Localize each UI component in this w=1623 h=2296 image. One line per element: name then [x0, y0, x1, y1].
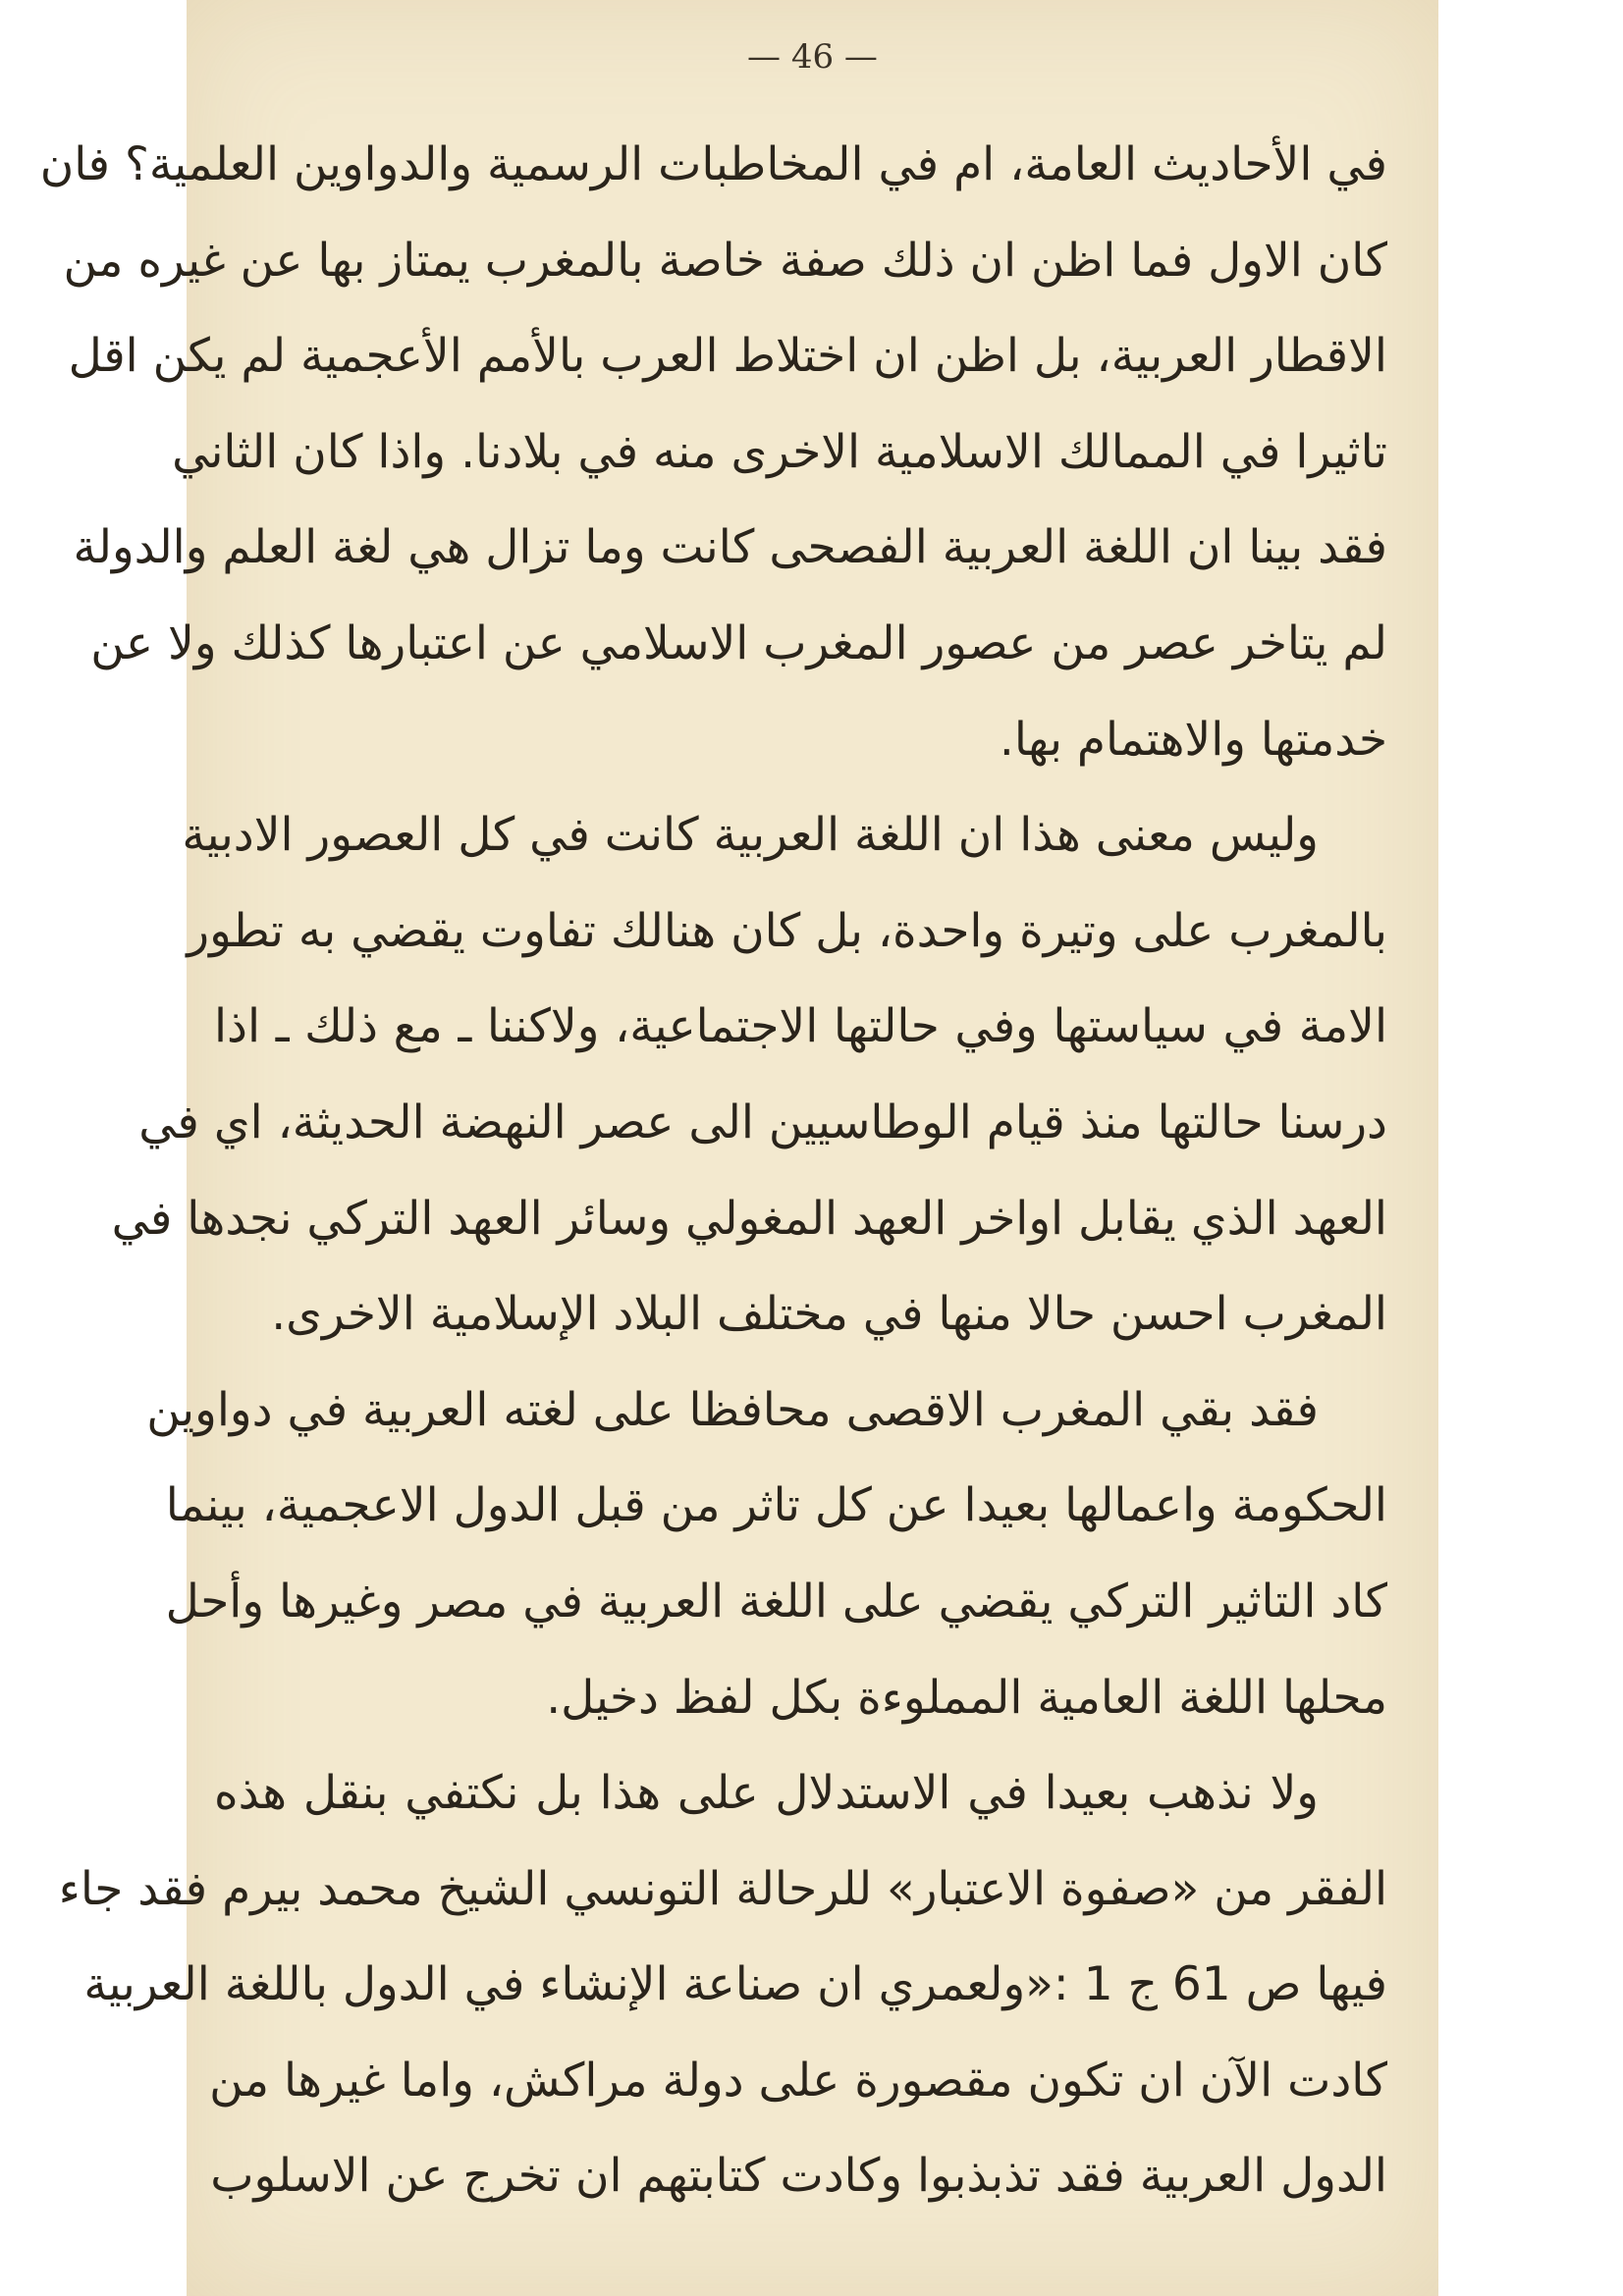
text-line: كاد التاثير التركي يقضي على اللغة العربية في مصر وغيرها وأحل: [165, 1574, 1387, 1629]
text-line: بالمغرب على وتيرة واحدة، بل كان هنالك تفاوت يقضي به تطور: [187, 903, 1387, 958]
text-line: فقد بينا ان اللغة العربية الفصحى كانت وما تزال هي لغة العلم والدولة: [73, 520, 1387, 575]
book-page: [39, 0, 1438, 2296]
text-line: المغرب احسن حالا منها في مختلف البلاد الإسلامية الاخرى.: [271, 1287, 1387, 1342]
text-line: وليس معنى هذا ان اللغة العربية كانت في كل العصور الادبية: [182, 808, 1319, 863]
text-line: تاثيرا في الممالك الاسلامية الاخرى منه في بلادنا. واذا كان الثاني: [172, 424, 1387, 479]
text-line: محلها اللغة العامية المملوءة بكل لفظ دخيل.: [546, 1670, 1387, 1725]
text-line: ولا نذهب بعيدا في الاستدلال على هذا بل نكتفي بنقل هذه: [214, 1766, 1319, 1821]
text-line: الحكومة واعمالها بعيدا عن كل تاثر من قبل الدول الاعجمية، بينما: [165, 1478, 1387, 1533]
text-line: الاقطار العربية، بل اظن ان اختلاط العرب بالأمم الأعجمية لم يكن اقل: [68, 329, 1387, 384]
text-line: كان الاول فما اظن ان ذلك صفة خاصة بالمغرب يمتاز بها عن غيره من: [63, 233, 1387, 288]
page-number: — 46 —: [747, 37, 878, 77]
text-line: الامة في سياستها وفي حالتها الاجتماعية، ولاكننا ـ مع ذلك ـ اذا: [214, 999, 1387, 1054]
text-line: فيها ص 61 ج 1 :«ولعمري ان صناعة الإنشاء في الدول باللغة العربية: [83, 1957, 1387, 2012]
text-line: الفقر من «صفوة الاعتبار» للرحالة التونسي الشيخ محمد بيرم فقد جاء: [58, 1861, 1387, 1916]
text-line: لم يتاخر عصر من عصور المغرب الاسلامي عن اعتبارها كذلك ولا عن: [90, 615, 1387, 670]
text-line: خدمتها والاهتمام بها.: [999, 712, 1387, 767]
text-line: العهد الذي يقابل اواخر العهد المغولي وسائر العهد التركي نجدها في: [111, 1191, 1387, 1246]
text-line: الدول العربية فقد تذبذبوا وكادت كتابتهم ان تخرج عن الاسلوب: [210, 2149, 1387, 2204]
text-line: درسنا حالتها منذ قيام الوطاسيين الى عصر النهضة الحديثة، اي في: [138, 1095, 1387, 1149]
text-line: كادت الآن ان تكون مقصورة على دولة مراكش، واما غيرها من: [209, 2053, 1387, 2108]
text-line: في الأحاديث العامة، ام في المخاطبات الرسمية والدواوين العلمية؟ فان: [39, 137, 1387, 191]
text-line: فقد بقي المغرب الاقصى محافظا على لغته العربية في دواوين: [146, 1382, 1319, 1437]
page-text: [39, 126, 1387, 2233]
